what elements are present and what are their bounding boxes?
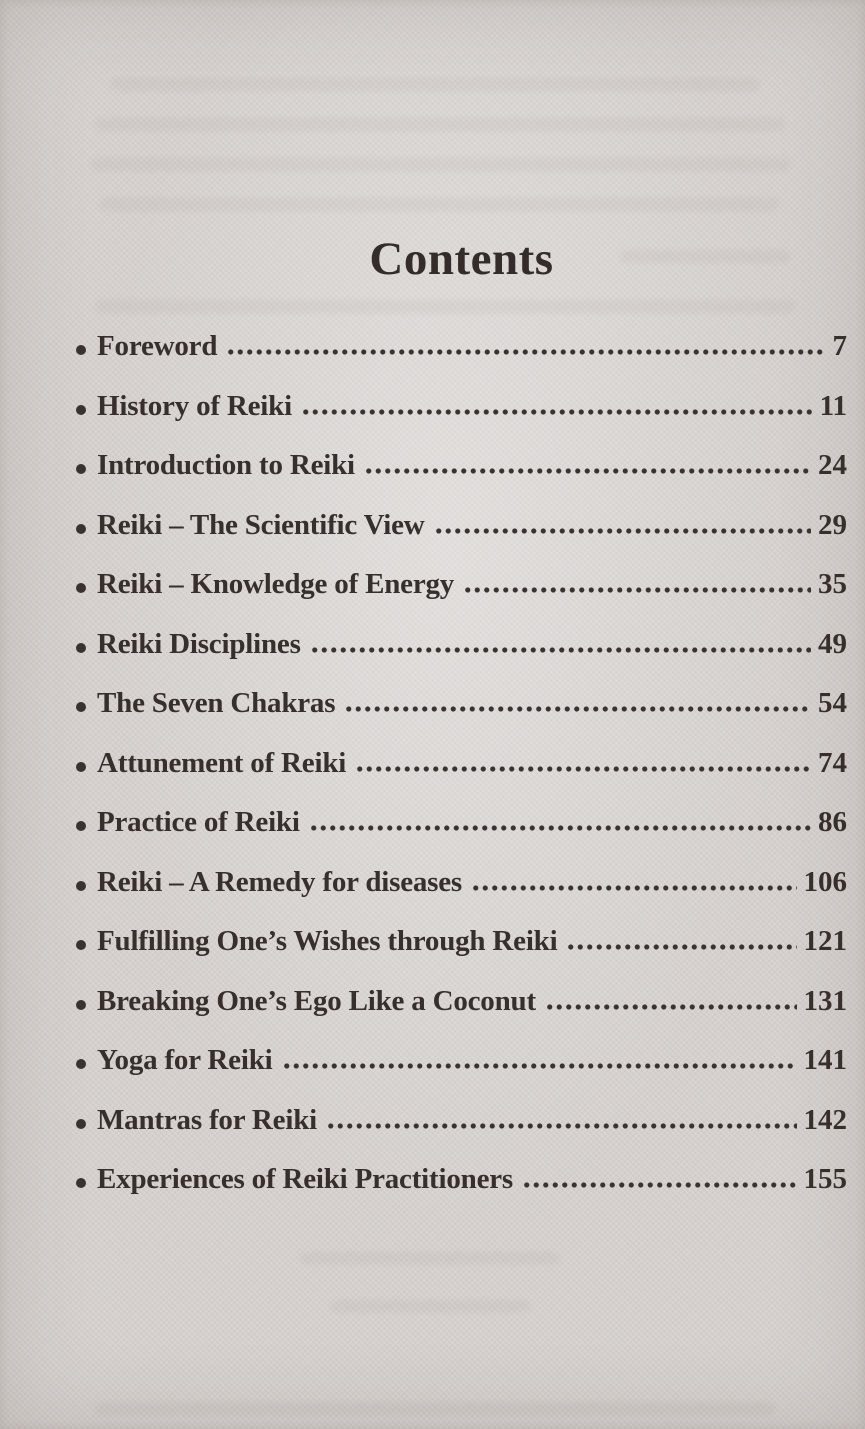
toc-entry	[76, 1046, 847, 1075]
toc-entry	[76, 984, 847, 1017]
toc-entry	[76, 865, 847, 898]
bullet-icon	[76, 1059, 86, 1069]
toc-entry	[76, 1165, 847, 1194]
toc-entry-page-number: 11	[819, 389, 847, 422]
toc-entry	[76, 570, 847, 599]
toc-entry-page-number: 35	[818, 568, 847, 600]
toc-entry	[76, 389, 847, 422]
dot-leader	[344, 706, 811, 712]
toc-entry	[76, 746, 847, 779]
toc-entry-title: Yoga for Reiki	[97, 1044, 273, 1076]
bullet-icon	[76, 821, 86, 831]
toc-entry	[76, 332, 847, 361]
bullet-icon	[76, 1119, 86, 1129]
dot-leader	[310, 647, 811, 653]
bullet-icon	[76, 345, 86, 355]
toc-entry-page-number: 155	[803, 1163, 847, 1195]
bullet-icon	[76, 881, 86, 891]
toc-entry-page-number: 54	[818, 687, 847, 719]
bullet-icon	[76, 1178, 86, 1188]
toc-entry-title: Reiki – Knowledge of Energy	[97, 568, 455, 600]
dot-leader	[522, 1182, 796, 1188]
toc-entry-page-number: 142	[803, 1103, 847, 1136]
toc-entry-page-number: 121	[803, 925, 847, 957]
bullet-icon	[76, 762, 86, 772]
toc-entry-title: Reiki Disciplines	[97, 627, 301, 660]
dot-leader	[471, 885, 796, 891]
toc-entry-title: Breaking One’s Ego Like a Coconut	[97, 984, 536, 1017]
dot-leader	[434, 528, 811, 534]
toc-entry-title: History of Reiki	[97, 389, 292, 422]
dot-leader	[301, 409, 813, 415]
dot-leader	[364, 468, 811, 474]
toc-entry	[76, 627, 847, 660]
bullet-icon	[76, 524, 86, 534]
toc-entry-page-number: 49	[818, 627, 847, 660]
dot-leader	[566, 944, 796, 950]
page-title: Contents	[369, 233, 554, 285]
toc-entry-page-number: 131	[803, 984, 847, 1017]
dot-leader	[282, 1063, 797, 1069]
toc-entry-title: Foreword	[97, 330, 218, 362]
table-of-contents	[0, 332, 865, 1225]
toc-entry-page-number: 106	[803, 865, 847, 898]
dot-leader	[226, 349, 825, 355]
toc-entry	[76, 508, 847, 541]
bullet-icon	[76, 464, 86, 474]
toc-entry-title: Mantras for Reiki	[97, 1103, 317, 1136]
toc-entry	[76, 451, 847, 480]
toc-entry-title: Reiki – A Remedy for diseases	[97, 865, 463, 898]
dot-leader	[463, 587, 811, 593]
toc-entry-title: Practice of Reiki	[97, 806, 300, 838]
dot-leader	[355, 766, 811, 772]
bullet-icon	[76, 405, 86, 415]
toc-entry-page-number: 74	[818, 746, 847, 779]
toc-entry-page-number: 24	[818, 449, 847, 481]
toc-entry-page-number: 29	[818, 508, 847, 541]
bullet-icon	[76, 940, 86, 950]
bullet-icon	[76, 1000, 86, 1010]
bullet-icon	[76, 643, 86, 653]
toc-entry	[76, 689, 847, 718]
toc-entry	[76, 927, 847, 956]
toc-entry-title: Reiki – The Scientific View	[97, 508, 425, 541]
toc-entry-page-number: 86	[818, 806, 847, 838]
toc-entry	[76, 1103, 847, 1136]
toc-entry	[76, 808, 847, 837]
dot-leader	[326, 1123, 797, 1129]
toc-entry-title: Fulfilling One’s Wishes through Reiki	[97, 925, 558, 957]
toc-entry-title: The Seven Chakras	[97, 687, 336, 719]
bullet-icon	[76, 583, 86, 593]
bullet-icon	[76, 702, 86, 712]
dot-leader	[309, 825, 811, 831]
dot-leader	[545, 1004, 797, 1010]
toc-entry-title: Experiences of Reiki Practitioners	[97, 1163, 514, 1195]
toc-entry-title: Attunement of Reiki	[97, 746, 347, 779]
toc-entry-title: Introduction to Reiki	[97, 449, 355, 481]
toc-entry-page-number: 141	[803, 1044, 847, 1076]
toc-entry-page-number: 7	[832, 330, 847, 362]
